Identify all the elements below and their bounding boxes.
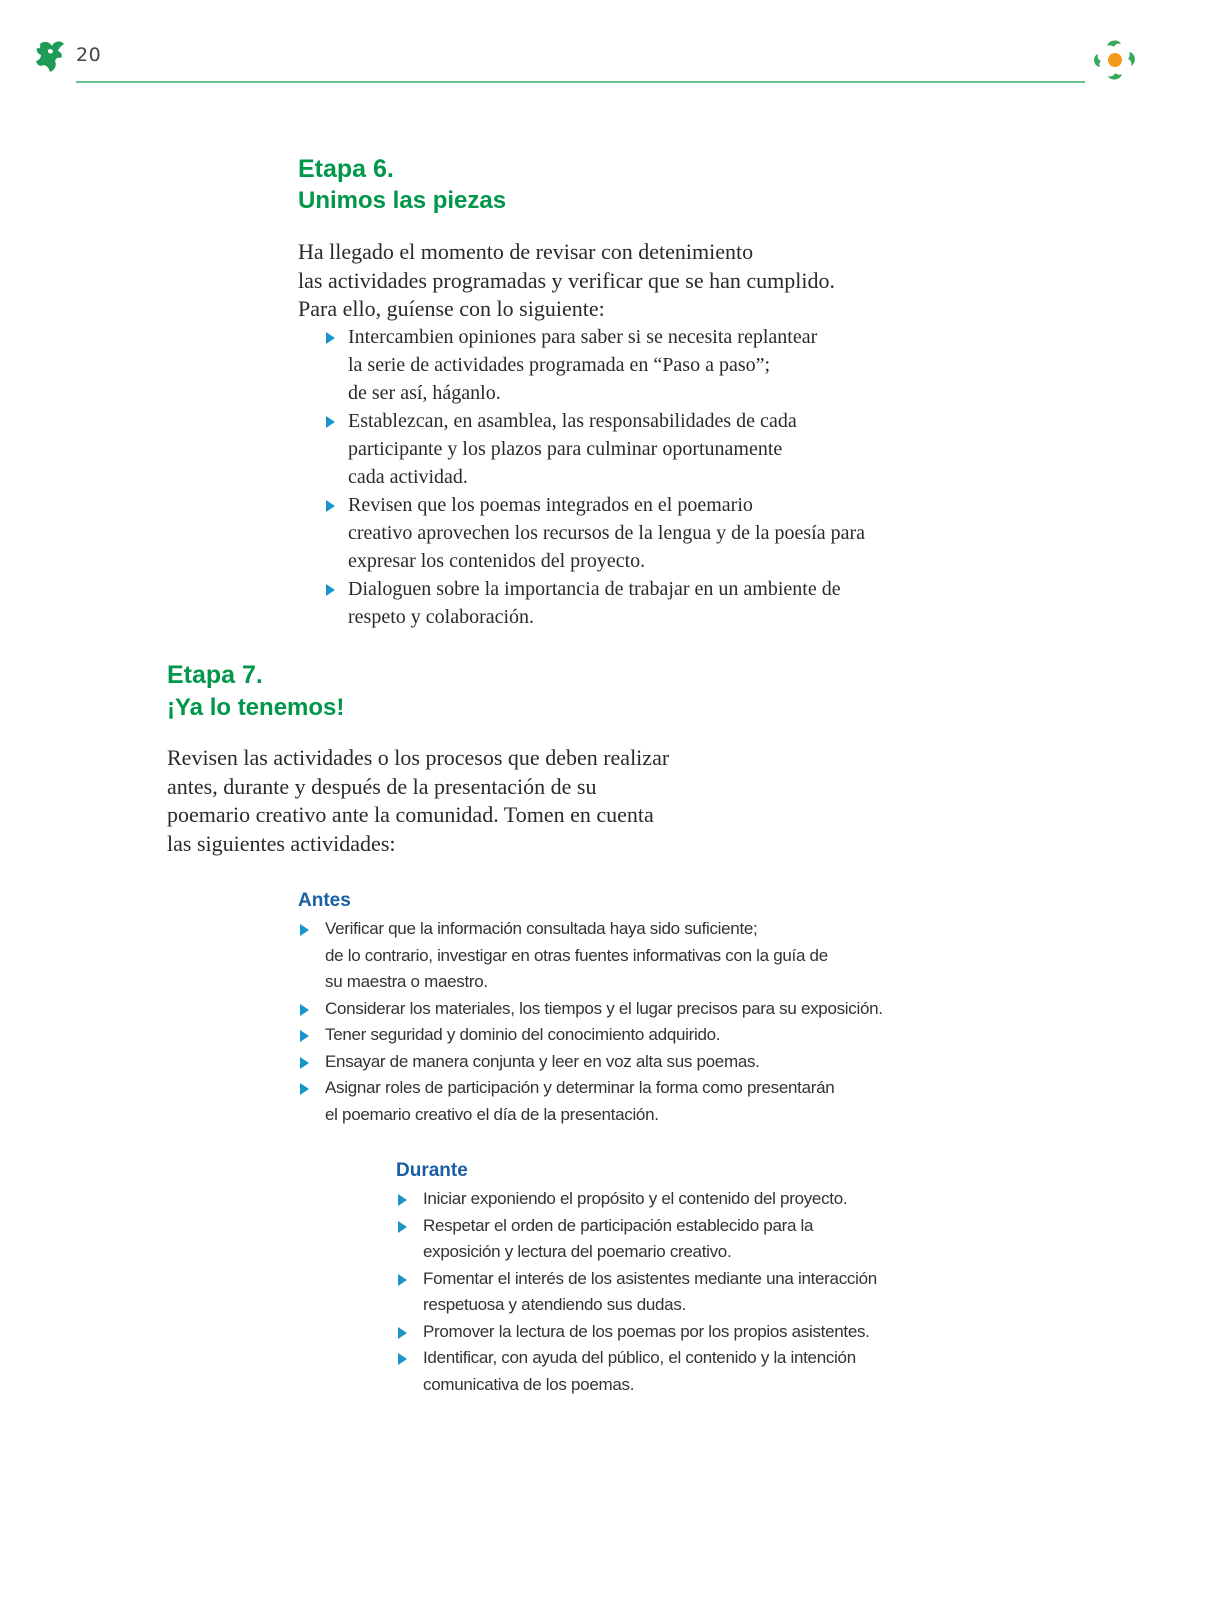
list-item [396, 1186, 976, 1213]
bullet-arrow-icon [326, 332, 335, 344]
list-item-text: Promover la lectura de los poemas por los propios asistentes. [423, 1321, 870, 1341]
stage-6-title: Etapa 6. [298, 155, 394, 183]
bullet-arrow-icon [300, 1083, 309, 1095]
list-item-text: Identificar, con ayuda del público, el contenido y la intención comunicativa de los poemas. [423, 1348, 856, 1394]
list-item-text: Revisen que los poemas integrados en el poemario creativo aprovechen los recursos de la lengua y de la poesía para expresar los contenidos del proyecto. [348, 494, 865, 572]
antes-list [298, 916, 898, 1128]
stage-6-list [324, 323, 894, 631]
list-item [298, 1049, 898, 1076]
list-item-text: Dialoguen sobre la importancia de trabajar en un ambiente de respeto y colaboración. [348, 578, 841, 628]
bullet-arrow-icon [326, 500, 335, 512]
list-item-text: Intercambien opiniones para saber si se necesita replantear la serie de actividades programada en “Paso a paso”; de ser así, háganlo. [348, 326, 818, 404]
bullet-arrow-icon [300, 1004, 309, 1016]
stage-7-title: Etapa 7. [167, 661, 263, 689]
durante-heading: Durante [396, 1160, 468, 1181]
list-item [298, 1075, 898, 1128]
bullet-arrow-icon [300, 924, 309, 936]
list-item-text: Ensayar de manera conjunta y leer en voz alta sus poemas. [325, 1051, 760, 1071]
list-item [324, 323, 894, 407]
bullet-arrow-icon [398, 1221, 407, 1233]
list-item [298, 1022, 898, 1049]
stage-7-subtitle: ¡Ya lo tenemos! [167, 694, 345, 721]
page-number: 20 [76, 44, 102, 66]
bullet-arrow-icon [326, 584, 335, 596]
list-item-text: Verificar que la información consultada haya sido suficiente; de lo contrario, investigar en otras fuentes informativas con la guía de su maestra o maestro. [325, 919, 828, 991]
durante-list [396, 1186, 976, 1398]
list-item-text: Respetar el orden de participación establecido para la exposición y lectura del poemario creativo. [423, 1215, 814, 1261]
bullet-arrow-icon [398, 1274, 407, 1286]
list-item [298, 996, 898, 1023]
list-item-text: Iniciar exponiendo el propósito y el contenido del proyecto. [423, 1189, 848, 1208]
list-item [396, 1319, 976, 1346]
bullet-arrow-icon [326, 416, 335, 428]
stage-6-subtitle: Unimos las piezas [298, 187, 507, 214]
bullet-arrow-icon [398, 1327, 407, 1339]
orange-flower-ornament-icon [1089, 34, 1141, 86]
list-item-text: Tener seguridad y dominio del conocimiento adquirido. [325, 1025, 721, 1044]
header-divider [76, 81, 1085, 83]
list-item [324, 575, 894, 631]
bullet-arrow-icon [398, 1194, 407, 1206]
green-figure-icon [34, 38, 68, 74]
stage-7-intro: Revisen las actividades o los procesos que deben realizar antes, durante y después de la presentación de su poemario creativo ante la comunidad. Tomen en cuenta las siguientes actividades: [167, 745, 670, 856]
list-item-text: Establezcan, en asamblea, las responsabilidades de cada participante y los plazos para culminar oportunamente cada actividad. [348, 410, 797, 488]
bullet-arrow-icon [300, 1057, 309, 1069]
list-item [324, 407, 894, 491]
bullet-arrow-icon [300, 1030, 309, 1042]
stage-6-intro: Ha llegado el momento de revisar con detenimiento las actividades programadas y verificar que se han cumplido. Para ello, guíense con lo siguiente: [298, 239, 835, 321]
list-item [324, 491, 894, 575]
list-item-text: Fomentar el interés de los asistentes mediante una interacción respetuosa y atendiendo sus dudas. [423, 1268, 877, 1314]
list-item [298, 916, 898, 996]
page-header [0, 0, 1214, 95]
list-item [396, 1213, 976, 1266]
bullet-arrow-icon [398, 1353, 407, 1365]
list-item [396, 1266, 976, 1319]
list-item-text: Asignar roles de participación y determinar la forma como presentarán el poemario creativo el día de la presentación. [325, 1078, 835, 1124]
list-item [396, 1345, 976, 1398]
antes-heading: Antes [298, 890, 351, 911]
list-item-text: Considerar los materiales, los tiempos y el lugar precisos para su exposición. [325, 998, 883, 1018]
